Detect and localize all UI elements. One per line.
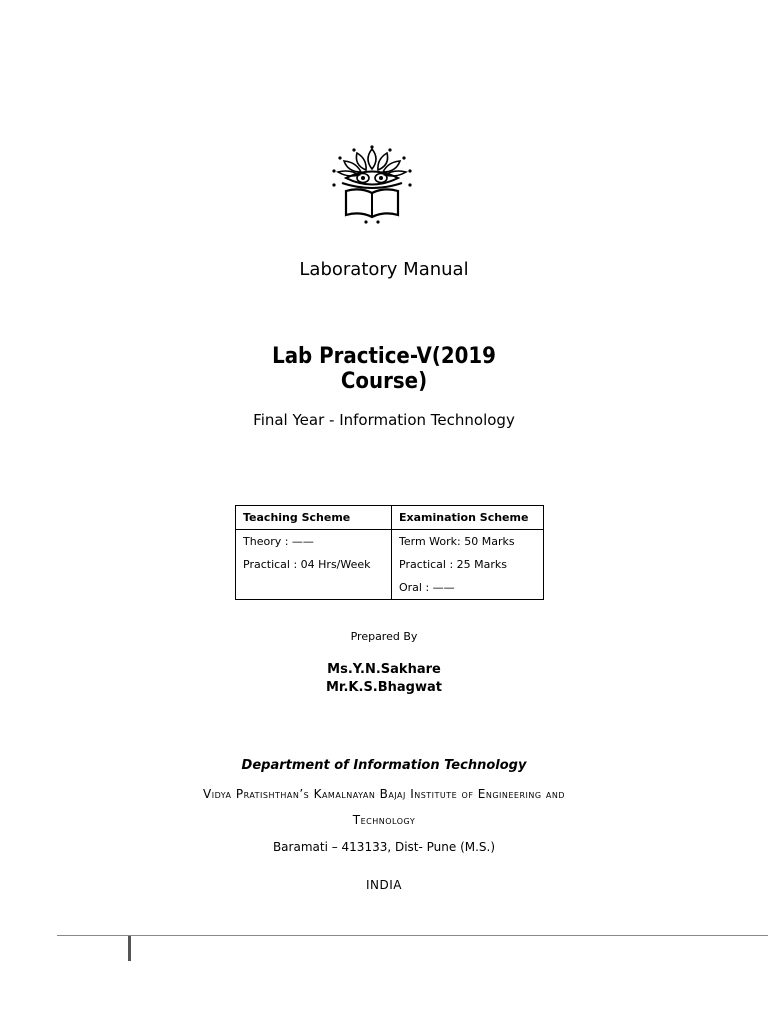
institute-address: Baramati – 413133, Dist- Pune (M.S.) — [272, 840, 496, 854]
authors — [0, 661, 768, 697]
practical-hours: Practical : 04 Hrs/Week — [243, 558, 371, 571]
institute-logo-icon — [330, 145, 414, 225]
examination-scheme-cell — [392, 530, 544, 600]
author-2: Mr.K.S.Bhagwat — [326, 680, 442, 695]
course-subtitle: Final Year - Information Technology — [253, 411, 515, 429]
oral-marks: Oral : —— — [399, 581, 455, 594]
footer-rule — [57, 935, 768, 936]
footer-tick — [128, 936, 131, 961]
institute-name-line-2: Technology — [352, 813, 416, 827]
practical-marks: Practical : 25 Marks — [399, 558, 508, 571]
prepared-by-label: Prepared By — [350, 630, 418, 643]
course-title-line-1: Lab Practice-V(2019 — [272, 344, 496, 369]
theory-hours: Theory : —— — [243, 535, 314, 548]
scheme-table-body — [236, 530, 544, 600]
institute-name-line-1: Vidya Pratishthan’s Kamalnayan Bajaj Institute of Engineering and — [203, 787, 565, 801]
term-work-marks: Term Work: 50 Marks — [399, 535, 515, 548]
course-title — [0, 344, 768, 394]
course-title-line-2: Course) — [340, 369, 428, 394]
scheme-table-header — [236, 506, 544, 530]
examination-scheme-header: Examination Scheme — [392, 506, 544, 530]
manual-title: Laboratory Manual — [299, 259, 469, 280]
teaching-scheme-header: Teaching Scheme — [236, 506, 392, 530]
department-name: Department of Information Technology — [241, 758, 527, 773]
author-1: Ms.Y.N.Sakhare — [327, 662, 441, 677]
teaching-scheme-cell — [236, 530, 392, 600]
scheme-table — [235, 505, 544, 600]
country: INDIA — [365, 878, 402, 892]
